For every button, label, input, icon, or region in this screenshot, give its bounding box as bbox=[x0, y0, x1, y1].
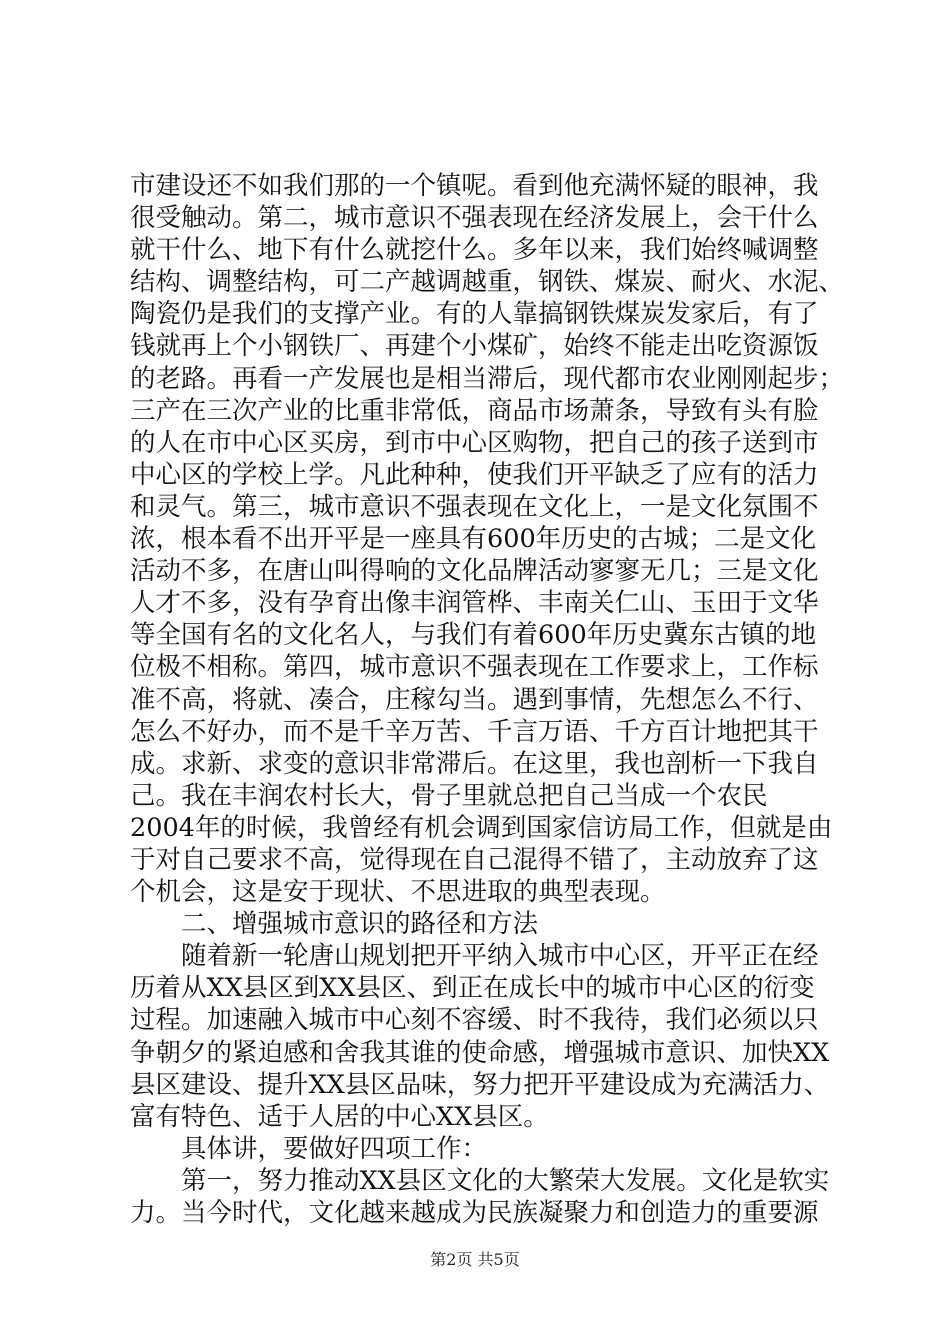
text-line: 中心区的学校上学。凡此种种，使我们开平缺乏了应有的活力 bbox=[130, 459, 819, 490]
text-line: 的老路。再看一产发展也是相当滞后，现代都市农业刚刚起步； bbox=[130, 363, 845, 394]
text-line: 历着从XX县区到XX县区、到正在成长中的城市中心区的衍变 bbox=[130, 973, 815, 1004]
text-line: 县区建设、提升XX县区品味，努力把开平建设成为充满活力、 bbox=[130, 1069, 830, 1100]
text-line: 的人在市中心区买房，到市中心区购物，把自己的孩子送到市 bbox=[130, 427, 819, 458]
text-line: 陶瓷仍是我们的支撑产业。有的人靠搞钢铁煤炭发家后，有了 bbox=[130, 299, 819, 330]
text-line: 己。我在丰润农村长大，骨子里就总把自己当成一个农民 bbox=[130, 780, 768, 811]
text-line: 和灵气。第三，城市意识不强表现在文化上，一是文化氛围不 bbox=[130, 491, 819, 522]
text-line: 于对自己要求不高，觉得现在自己混得不错了，主动放弃了这 bbox=[130, 844, 819, 875]
text-line: 个机会，这是安于现状、不思进取的典型表现。 bbox=[130, 877, 666, 908]
text-line: 具体讲，要做好四项工作： bbox=[130, 1133, 488, 1164]
text-line: 等全国有名的文化名人，与我们有着600年历史冀东古镇的地 bbox=[130, 620, 817, 651]
text-line: 活动不多，在唐山叫得响的文化品牌活动寥寥无几；三是文化 bbox=[130, 556, 819, 587]
text-line: 浓，根本看不出开平是一座具有600年历史的古城；二是文化 bbox=[130, 524, 817, 555]
section-heading: 二、增强城市意识的路径和方法 bbox=[130, 909, 539, 940]
text-line: 争朝夕的紧迫感和舍我其谁的使命感，增强城市意识、加快XX bbox=[130, 1037, 830, 1068]
text-line: 成。求新、求变的意识非常滞后。在这里，我也剖析一下我自 bbox=[130, 748, 819, 779]
text-line: 市建设还不如我们那的一个镇呢。看到他充满怀疑的眼神，我 bbox=[130, 171, 819, 201]
text-line: 富有特色、适于人居的中心XX县区。 bbox=[130, 1101, 549, 1132]
page-footer: 第2页 共5页 bbox=[430, 1250, 520, 1269]
text-line: 钱就再上个小钢铁厂、再建个小煤矿，始终不能走出吃资源饭 bbox=[130, 331, 819, 362]
text-line: 很受触动。第二，城市意识不强表现在经济发展上，会干什么 bbox=[130, 203, 819, 234]
text-line: 结构、调整结构，可二产越调越重，钢铁、煤炭、耐火、水泥、 bbox=[130, 267, 845, 298]
text-line: 就干什么、地下有什么就挖什么。多年以来，我们始终喊调整 bbox=[130, 235, 819, 266]
text-line: 位极不相称。第四，城市意识不强表现在工作要求上，工作标 bbox=[130, 652, 819, 683]
text-line: 力。当今时代，文化越来越成为民族凝聚力和创造力的重要源 bbox=[130, 1198, 819, 1228]
text-line: 人才不多，没有孕育出像丰润管桦、丰南关仁山、玉田于文华 bbox=[130, 588, 819, 619]
text-line: 三产在三次产业的比重非常低，商品市场萧条，导致有头有脸 bbox=[130, 395, 819, 426]
text-line: 第一，努力推动XX县区文化的大繁荣大发展。文化是软实 bbox=[130, 1165, 830, 1196]
text-line: 过程。加速融入城市中心刻不容缓、时不我待，我们必须以只 bbox=[130, 1005, 819, 1036]
body-text bbox=[130, 170, 845, 1229]
text-line: 随着新一轮唐山规划把开平纳入城市中心区，开平正在经 bbox=[130, 941, 819, 972]
text-line: 怎么不好办，而不是千辛万苦、千言万语、千方百计地把其干 bbox=[130, 716, 819, 747]
text-line: 准不高，将就、凑合，庄稼勾当。遇到事情，先想怎么不行、 bbox=[130, 684, 819, 715]
text-line: 2004年的时候，我曾经有机会调到国家信访局工作，但就是由 bbox=[130, 812, 833, 843]
